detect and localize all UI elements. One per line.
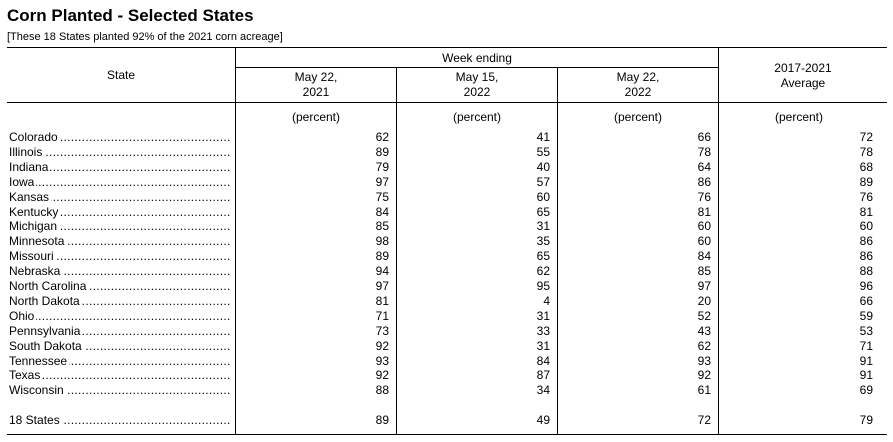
cell-col-3: 60 [697,234,711,248]
state-name: South Dakota [9,339,82,353]
state-name: Nebraska [9,264,61,278]
cell-col-4: 53 [859,324,873,338]
header-col-4-line-1: 2017-2021 [774,61,832,75]
cell-col-2: 95 [536,279,550,293]
cell-col-1: 71 [375,309,389,323]
cell-col-1: 73 [375,324,389,338]
cell-col-3: 20 [697,294,711,308]
header-col-3-line-1: May 22, [616,70,660,84]
cell-col-1: 97 [375,175,389,189]
cell-col-1: 81 [375,294,389,308]
cell-col-3: 52 [697,309,711,323]
cell-col-2: 31 [536,339,550,353]
cell-col-3: 76 [697,190,711,204]
state-name: Tennessee [9,354,68,368]
cell-col-3: 64 [697,160,711,174]
cell-col-1: 84 [375,205,389,219]
state-label [9,160,231,174]
state-name: Kansas [9,190,50,204]
header-col-1-line-1: May 22, [294,70,338,84]
header-col-2 [397,70,557,100]
state-label [9,249,231,263]
header-col-2-line-1: May 15, [455,70,499,84]
cell-col-1: 93 [375,354,389,368]
cell-col-3: 97 [697,279,711,293]
cell-col-1: 75 [375,190,389,204]
table-bottom-rule [7,434,887,435]
state-label [9,130,231,144]
cell-col-2: 62 [536,264,550,278]
state-name: 18 States [9,413,60,427]
cell-col-1: 97 [375,279,389,293]
unit-label-col-2: (percent) [452,110,502,124]
cell-col-4: 89 [859,175,873,189]
cell-col-4: 72 [859,130,873,144]
state-name: North Dakota [9,294,80,308]
cell-col-3: 62 [697,339,711,353]
cell-col-1: 85 [375,219,389,233]
cell-col-2: 4 [543,294,550,308]
cell-col-1: 89 [375,145,389,159]
cell-col-1: 92 [375,368,389,382]
cell-col-1: 89 [375,413,389,427]
state-label [9,324,231,338]
page-subtitle: [These 18 States planted 92% of the 2021 corn acreage] [7,31,283,43]
table-top-rule [7,47,887,48]
cell-col-4: 69 [859,383,873,397]
cell-col-1: 79 [375,160,389,174]
state-name: North Carolina [9,279,87,293]
cell-col-3: 78 [697,145,711,159]
state-name: Illinois [9,145,43,159]
cell-col-2: 65 [536,249,550,263]
cell-col-1: 94 [375,264,389,278]
cell-col-2: 33 [536,324,550,338]
cell-col-3: 60 [697,219,711,233]
unit-label-col-4: (percent) [774,110,824,124]
cell-col-1: 89 [375,249,389,263]
state-label [9,339,231,353]
cell-col-2: 55 [536,145,550,159]
cell-col-2: 41 [536,130,550,144]
state-label [9,294,231,308]
header-col-1 [236,70,396,100]
cell-col-3: 72 [697,413,711,427]
cell-col-2: 65 [536,205,550,219]
cell-col-1: 62 [375,130,389,144]
header-col-4 [719,61,887,91]
state-name: Texas [9,368,41,382]
cell-col-2: 57 [536,175,550,189]
column-divider-4 [718,47,719,435]
state-name: Pennsylvania [9,324,81,338]
unit-label-col-3: (percent) [613,110,663,124]
cell-col-3: 92 [697,368,711,382]
cell-col-2: 34 [536,383,550,397]
cell-col-2: 84 [536,354,550,368]
cell-col-4: 68 [859,160,873,174]
state-label [9,190,231,204]
state-name: Colorado [9,130,58,144]
cell-col-2: 31 [536,219,550,233]
state-label [9,145,231,159]
cell-col-2: 40 [536,160,550,174]
cell-col-4: 91 [859,354,873,368]
state-label [9,175,231,189]
cell-col-1: 92 [375,339,389,353]
cell-col-3: 81 [697,205,711,219]
state-label [9,219,231,233]
cell-col-4: 88 [859,264,873,278]
cell-col-3: 86 [697,175,711,189]
state-name: Minnesota [9,234,65,248]
header-col-2-line-2: 2022 [463,85,491,99]
state-label [9,234,231,248]
cell-col-2: 60 [536,190,550,204]
header-week-ending: Week ending [442,51,512,65]
cell-col-4: 91 [859,368,873,382]
cell-col-3: 93 [697,354,711,368]
state-label [9,368,231,382]
header-state: State [106,68,136,82]
cell-col-1: 88 [375,383,389,397]
cell-col-4: 60 [859,219,873,233]
header-col-3 [558,70,718,100]
cell-col-1: 98 [375,234,389,248]
state-name: Iowa [9,175,35,189]
cell-col-4: 79 [859,413,873,427]
column-divider-1 [235,47,236,435]
cell-col-2: 31 [536,309,550,323]
cell-col-4: 86 [859,249,873,263]
cell-col-4: 96 [859,279,873,293]
header-col-3-line-2: 2022 [624,85,652,99]
state-name: Missouri [9,249,54,263]
header-col-4-line-2: Average [780,76,826,90]
cell-col-4: 59 [859,309,873,323]
cell-col-4: 71 [859,339,873,353]
cell-col-4: 86 [859,234,873,248]
cell-col-2: 49 [536,413,550,427]
state-label [9,264,231,278]
state-name: Ohio [9,309,35,323]
cell-col-3: 66 [697,130,711,144]
cell-col-3: 85 [697,264,711,278]
cell-col-2: 35 [536,234,550,248]
state-name: Wisconsin [9,383,64,397]
state-label [9,383,231,397]
cell-col-4: 66 [859,294,873,308]
state-name: Indiana [9,160,49,174]
header-bottom-rule [7,102,887,103]
total-row-label [9,413,231,427]
cell-col-3: 61 [697,383,711,397]
state-label [9,354,231,368]
state-name: Michigan [9,219,58,233]
state-label [9,205,231,219]
cell-col-3: 43 [697,324,711,338]
cell-col-2: 87 [536,368,550,382]
state-label [9,279,231,293]
state-label [9,309,231,323]
cell-col-4: 76 [859,190,873,204]
state-name: Kentucky [9,205,59,219]
page-title: Corn Planted - Selected States [7,6,254,25]
unit-label-col-1: (percent) [291,110,341,124]
cell-col-4: 78 [859,145,873,159]
cell-col-4: 81 [859,205,873,219]
cell-col-3: 84 [697,249,711,263]
week-ending-rule [236,67,718,68]
header-col-1-line-2: 2021 [302,85,330,99]
